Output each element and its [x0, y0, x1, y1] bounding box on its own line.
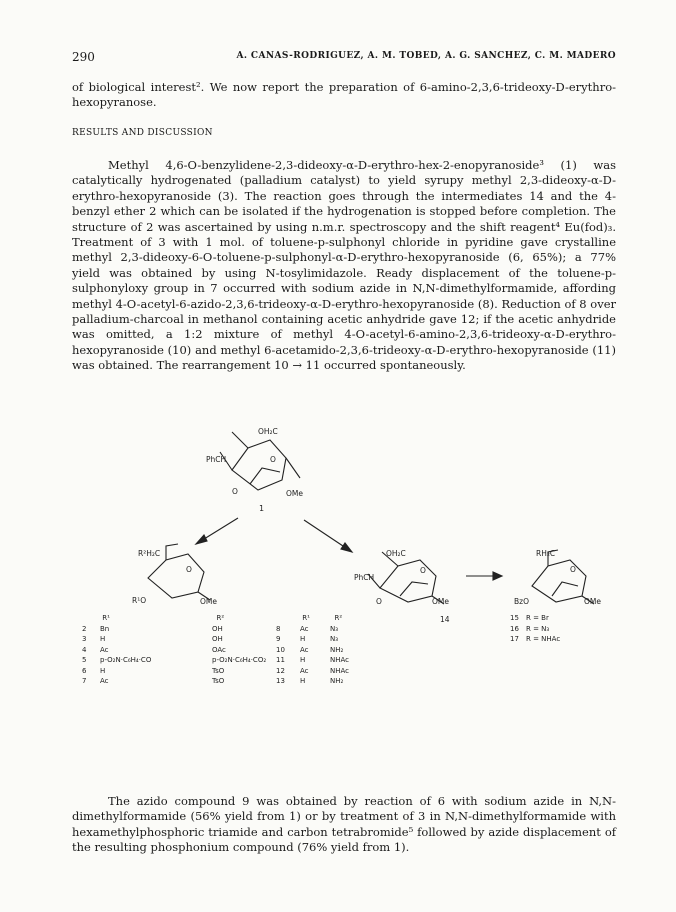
- row-r2: NH₂: [330, 677, 344, 685]
- table-row: [276, 635, 349, 646]
- row-num: 5: [82, 656, 87, 664]
- row-eq: R = N₃: [526, 624, 550, 633]
- col-r1: R¹: [302, 614, 310, 622]
- row-r2: TsO: [212, 677, 225, 685]
- row-num: 3: [82, 635, 87, 643]
- row-r2: N₃: [330, 635, 339, 643]
- arrow-right: [304, 520, 352, 552]
- label-14-ome: OMe: [432, 597, 449, 606]
- substituent-table-mid: [276, 614, 349, 688]
- row-r1: Ac: [100, 645, 109, 654]
- row-r1: Ac: [100, 677, 109, 685]
- label-14-num: 14: [440, 615, 450, 624]
- row-r2: OH: [212, 635, 223, 643]
- structure-right: [532, 550, 594, 604]
- row-r1: H: [300, 677, 306, 685]
- table-row: [510, 635, 560, 646]
- row-num: 4: [82, 645, 87, 654]
- row-num: 8: [276, 624, 281, 633]
- section-heading: RESULTS AND DISCUSSION: [72, 128, 213, 138]
- row-num: 11: [276, 656, 285, 664]
- substituent-table-right: [510, 614, 560, 646]
- table-row: [276, 677, 349, 688]
- row-num: 15: [510, 614, 519, 622]
- row-r1: H: [300, 656, 306, 664]
- row-r1: H: [100, 635, 106, 643]
- row-num: 10: [276, 645, 285, 654]
- label-right-rh2c: RH₂C: [536, 549, 556, 558]
- label-14-phch: PhCH: [354, 573, 375, 582]
- intro-paragraph: of biological interest². We now report the preparation of 6-amino-2,3,6-trideoxy-D-erythro-hexopyranose.: [72, 80, 616, 110]
- row-num: 12: [276, 666, 285, 675]
- table-row: [276, 646, 349, 657]
- row-r1: Ac: [300, 645, 309, 654]
- arrow-forward: [466, 572, 502, 580]
- row-r2: NHAc: [330, 656, 350, 664]
- table-row: [82, 667, 266, 678]
- row-r1: H: [100, 666, 106, 675]
- row-r2: NH₂: [330, 645, 344, 654]
- arrow-left: [196, 518, 238, 544]
- row-r1: Ac: [300, 666, 309, 675]
- label-right-ring-o: O: [570, 565, 576, 574]
- col-r1: R¹: [102, 614, 110, 622]
- row-r2: NHAc: [330, 666, 350, 675]
- running-authors: A. CANAS-RODRIGUEZ, A. M. TOBED, A. G. SANCHEZ, C. M. MADERO: [236, 51, 616, 61]
- row-r1: p-O₂N·C₆H₄·CO: [100, 656, 152, 664]
- row-eq: R = Br: [526, 614, 549, 622]
- table-row: [82, 688, 266, 699]
- row-r1: Ac: [300, 624, 309, 633]
- row-r2: TsO: [212, 666, 225, 675]
- label-right-bzo: BzO: [514, 597, 529, 606]
- paragraph-2: The azido compound 9 was obtained by reaction of 6 with sodium azide in N,N-dimethylformamide (56% yield from 1) or by treatment of 3 in N,N-dimethylformamide with hexamethylphosphoric triamide and carbon tetrabromide⁵ followed by azide displacement of the resulting phosphonium compound (76% yield from 1).: [72, 794, 616, 855]
- row-eq: R = NHAc: [526, 635, 561, 643]
- label-14-bridge-o: O: [376, 597, 382, 606]
- col-r2: R²: [216, 614, 225, 622]
- label-1-ch2: OH₂C: [258, 427, 278, 436]
- table-row: [510, 614, 560, 625]
- label-left-ome: OMe: [200, 597, 217, 606]
- row-r1: Bn: [100, 624, 110, 633]
- col-r2: R²: [334, 614, 343, 622]
- label-1-phch: PhCH: [206, 455, 227, 464]
- label-1-ring-o: O: [270, 455, 276, 464]
- row-num: 16: [510, 624, 519, 633]
- table-row: [276, 667, 349, 678]
- table-row: [82, 646, 266, 657]
- label-left-ring-o: O: [186, 565, 192, 574]
- table-header: [276, 614, 349, 625]
- label-1-ome: OMe: [286, 489, 303, 498]
- row-num: 9: [276, 635, 281, 643]
- table-header: [82, 614, 266, 625]
- row-r2: OH: [212, 624, 223, 633]
- table-row: [82, 656, 266, 667]
- table-row: [82, 625, 266, 636]
- substituent-table-left: [82, 614, 266, 698]
- label-14-ch2: OH₂C: [386, 549, 406, 558]
- page-number: 290: [72, 50, 95, 64]
- label-left-r1o: R¹O: [132, 596, 147, 605]
- row-r1: H: [300, 635, 306, 643]
- row-num: 6: [82, 666, 87, 675]
- body-text-2: [72, 794, 616, 856]
- table-row: [276, 625, 349, 636]
- row-num: 7: [82, 677, 87, 685]
- row-num: 2: [82, 624, 87, 633]
- row-num: 13: [276, 677, 285, 685]
- table-row: [276, 656, 349, 667]
- row-r2: OAc: [212, 645, 226, 654]
- table-row: [510, 625, 560, 636]
- row-num: 17: [510, 635, 519, 643]
- row-r2: N₃: [330, 624, 339, 633]
- structure-1: [220, 432, 300, 490]
- table-row: [82, 677, 266, 688]
- row-r2: p-O₂N·C₆H₄·CO₂: [212, 656, 267, 664]
- paragraph-1: Methyl 4,6-O-benzylidene-2,3-dideoxy-α-D-erythro-hex-2-enopyranoside³ (1) was catalytically hydrogenated (palladium catalyst) to yield syrupy methyl 2,3-dideoxy-α-D-erythro-hexopyranoside (3). The reaction goes through the intermediates 14 and the 4-benzyl ether 2 which can be isolated if the hydrogenation is stopped before completion. The structure of 2 was ascertained by using n.m.r. spectroscopy and the shift reagent⁴ Eu(fod)₃. Treatment of 3 with 1 mol. of toluene-p-sulphonyl chloride in pyridine gave crystalline methyl 2,3-dideoxy-6-O-toluene-p-sulphonyl-α-D-erythro-hexopyranoside (6, 65%); a 77% yield was obtained by using N-tosylimidazole. Ready displacement of the toluene-p-sulphonyloxy group in 7 occurred with sodium azide in N,N-dimethylformamide, affording methyl 4-O-acetyl-6-azido-2,3,6-trideoxy-α-D-erythro-hexopyranoside (8). Reduction of 8 over palladium-charcoal in methanol containing acetic anhydride gave 12; if the acetic anhydride was omitted, a 1:2 mixture of methyl 4-O-acetyl-6-amino-2,3,6-trideoxy-α-D-erythro-hexopyranoside (10) and methyl 6-acetamido-2,3,6-trideoxy-α-D-erythro-hexopyranoside (11) was obtained. The rearrangement 10 → 11 occurred spontaneously.: [72, 158, 616, 373]
- label-1-bridge-o: O: [232, 487, 238, 496]
- label-right-ome: OMe: [584, 597, 601, 606]
- label-1-num: 1: [259, 504, 265, 513]
- label-left-r2h2c: R²H₂C: [138, 549, 161, 558]
- label-14-ring-o: O: [420, 566, 426, 575]
- table-row: [82, 635, 266, 646]
